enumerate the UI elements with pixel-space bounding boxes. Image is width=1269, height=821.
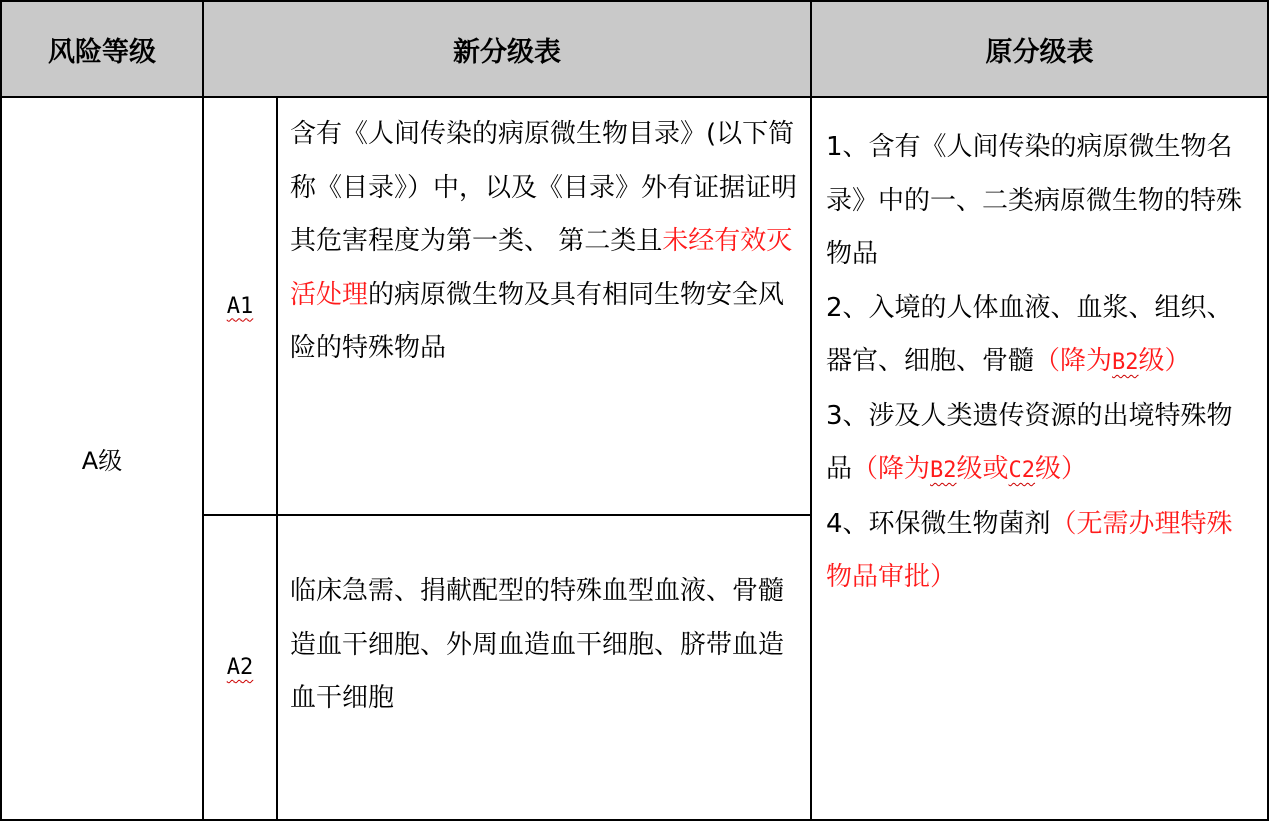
old-item-3-note-code2: C2 (1008, 458, 1036, 483)
old-item-4-note: （无需办理特殊物品审批） (826, 508, 1233, 592)
a2-description (290, 565, 795, 726)
old-item-3 (826, 390, 1258, 498)
header-old-table: 原分级表 (811, 1, 1268, 97)
old-item-2 (826, 282, 1258, 390)
old-item-2-note-code: B2 (1112, 350, 1139, 375)
a2-code-cell (203, 515, 277, 820)
old-classification (826, 121, 1258, 605)
a2-code: A2 (226, 655, 254, 680)
a1-code-cell (203, 97, 277, 515)
old-item-3-note-code1: B2 (930, 458, 957, 483)
a1-code: A1 (226, 293, 254, 319)
a1-text-highlight: 未经有效灭活处理 (290, 226, 793, 310)
old-item-4-text: 4、环保微生物菌剂 (826, 508, 1051, 539)
border-left (0, 0, 2, 821)
a2-text: 临床急需、捐献配型的特殊血型血液、骨髓造血干细胞、外周血造血干细胞、脐带血造血干细胞 (290, 576, 785, 713)
border-header-bottom (0, 96, 1269, 98)
old-item-2-note-close: 级） (1138, 346, 1191, 376)
a1-description (290, 108, 804, 376)
old-item-1-text: 1、含有《人间传染的病原微生物名录》中的一、二类病原微生物的特殊物品 (826, 132, 1243, 269)
a1-text-part2: 的病原微生物及具有相同生物安全风险的特殊物品 (290, 279, 785, 363)
old-item-3-text: 3、涉及人类遗传资源的出境特殊物品 (826, 400, 1233, 484)
old-item-3-note-mid: 级或 (956, 454, 1009, 484)
border-col1 (202, 0, 204, 821)
a1-text-part1: 含有《人间传染的病原微生物目录》(以下简称《目录》）中，以及《目录》外有证据证明其危害程度为第一类、 第二类且 (290, 119, 798, 256)
old-item-3-note-open: （降为 (852, 454, 931, 484)
old-item-2-note (1034, 346, 1191, 376)
old-item-2-note-open: （降为 (1034, 346, 1113, 376)
old-item-3-note-close: 级） (1035, 454, 1088, 484)
border-top (0, 0, 1269, 2)
old-item-4 (826, 498, 1258, 605)
old-item-3-note (852, 454, 1087, 484)
header-risk-level: 风险等级 (1, 1, 203, 97)
border-a1-a2 (203, 514, 811, 516)
level-a-cell (1, 97, 203, 820)
old-item-1 (826, 121, 1258, 282)
level-a-label: A级 (81, 447, 123, 475)
old-item-2-text: 2、入境的人体血液、血浆、组织、器官、细胞、骨髓 (826, 292, 1233, 376)
border-col2 (276, 96, 278, 821)
border-col3 (810, 0, 812, 821)
header-new-table: 新分级表 (203, 1, 811, 97)
